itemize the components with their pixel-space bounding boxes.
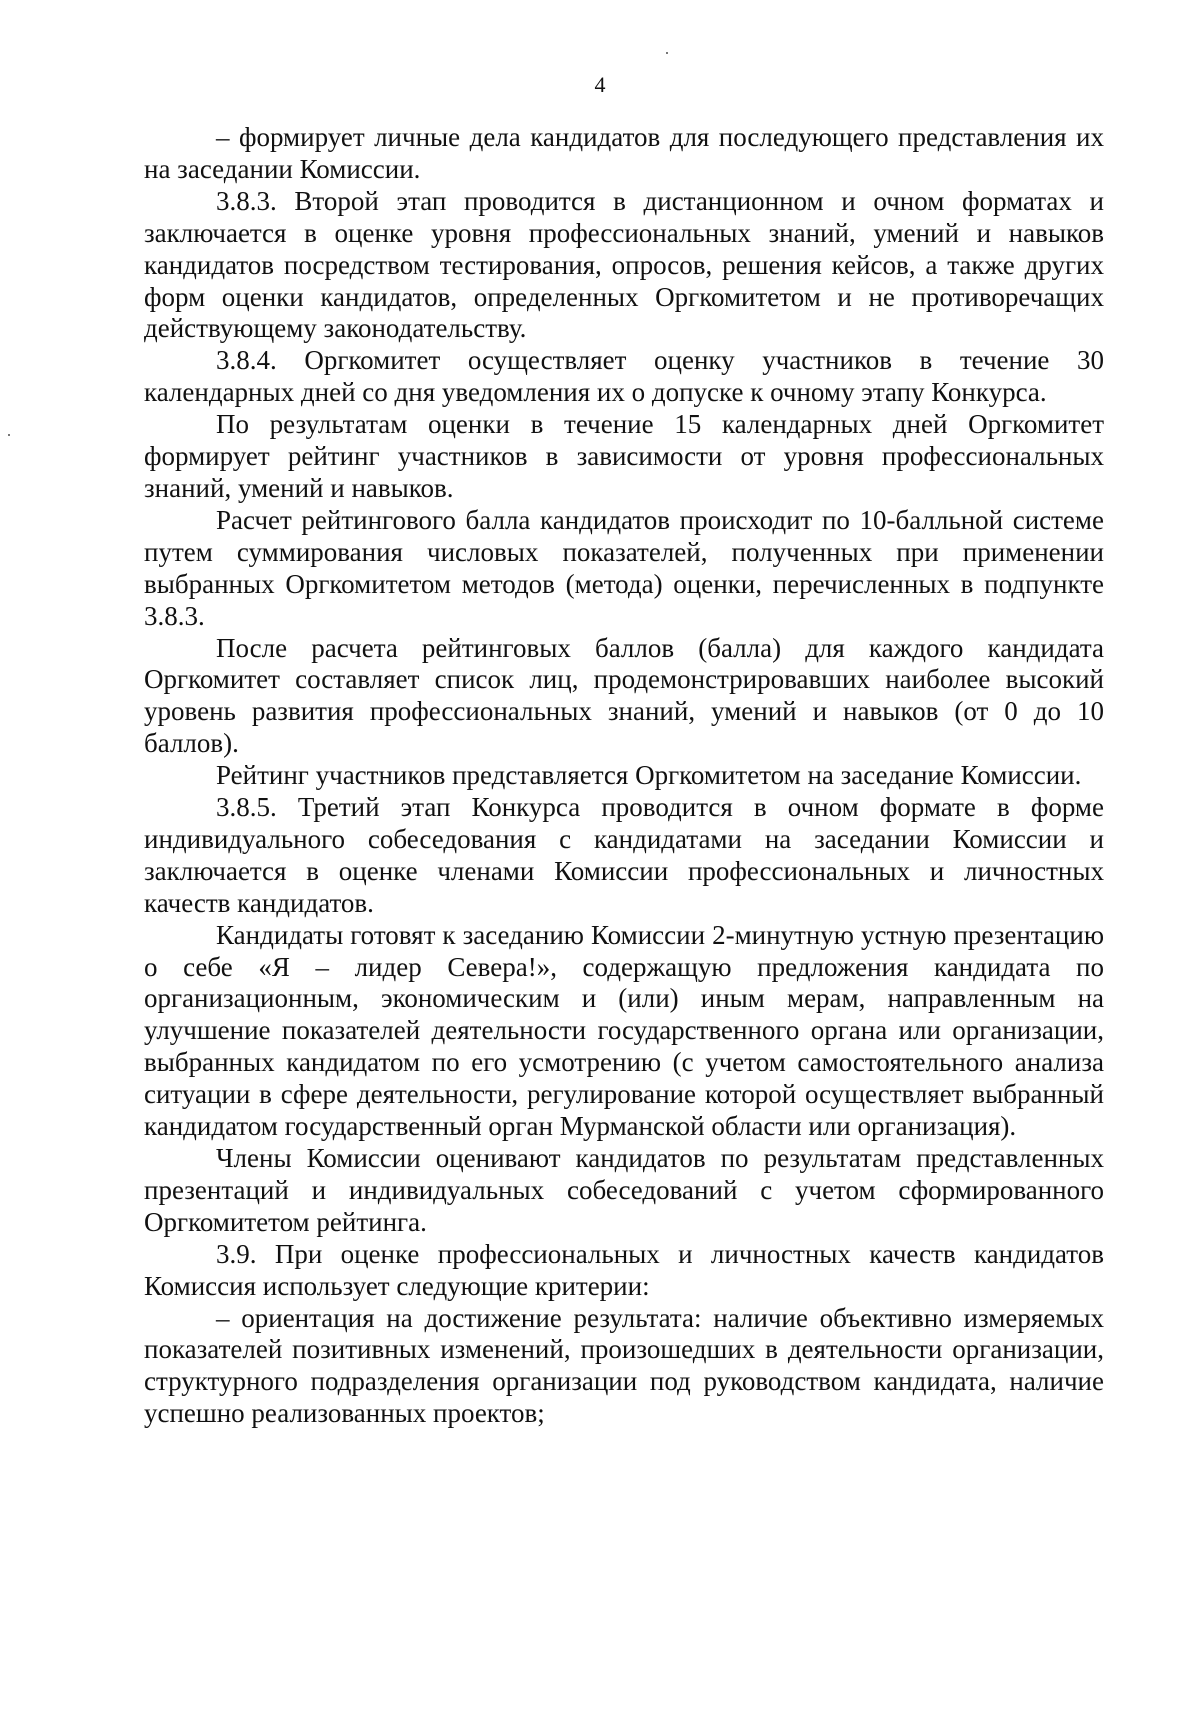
paragraph-3-8-5: 3.8.5. Третий этап Конкурса проводится в очном формате в форме индивидуального собеседования с кандидатами на заседании Комиссии и заключается в оценке членами Комиссии профессиональных и личностных качеств кандидатов. xyxy=(144,792,1104,918)
paragraph-score-calculation: Расчет рейтингового балла кандидатов происходит по 10-балльной системе путем суммирования числовых показателей, полученных при применении выбранных Оргкомитетом методов (метода) оценки, перечисленных в подпункте 3.8.3. xyxy=(144,504,1104,631)
paragraph-candidate-presentation: Кандидаты готовят к заседанию Комиссии 2-минутную устную презентацию о себе «Я – лидер Севера!», содержащую предложения кандидата по организационным, экономическим и (или) иным мерам, направленным на улучшение показателей деятельности государственного органа или организации, выбранных кандидатом по его усмотрению (с учетом самостоятельного анализа ситуации в сфере деятельности, регулирование которой осуществляет выбранный кандидатом государственный орган Мурманской области или организация). xyxy=(144,919,1104,1142)
paragraph-criterion-result-orientation: – ориентация на достижение результата: наличие объективно измеряемых показателей позитивных изменений, произошедших в деятельности организации, структурного подразделения организации под руководством кандидата, наличие успешно реализованных проектов; xyxy=(144,1302,1104,1429)
paragraph-3-9: 3.9. При оценке профессиональных и личностных качеств кандидатов Комиссия использует следующие критерии: xyxy=(144,1238,1104,1301)
scan-speck xyxy=(666,52,668,54)
paragraph-3-8-3: 3.8.3. Второй этап проводится в дистанционном и очном форматах и заключается в оценке уровня профессиональных знаний, умений и навыков кандидатов посредством тестирования, опросов, решения кейсов, а также других форм оценки кандидатов, определенных Оргкомитетом и не противоречащих действующему законодательству. xyxy=(144,185,1104,344)
paragraph-rating-formation: По результатам оценки в течение 15 календарных дней Оргкомитет формирует рейтинг участников в зависимости от уровня профессиональных знаний, умений и навыков. xyxy=(144,409,1104,503)
paragraph-commission-evaluation: Члены Комиссии оценивают кандидатов по результатам представленных презентаций и индивидуальных собеседований с учетом сформированного Оргкомитетом рейтинга. xyxy=(144,1143,1104,1237)
document-body xyxy=(144,122,1104,1430)
paragraph-3-8-4: 3.8.4. Оргкомитет осуществляет оценку участников в течение 30 календарных дней со дня уведомления их о допуске к очному этапу Конкурса. xyxy=(144,345,1104,408)
page-number: 4 xyxy=(594,72,606,97)
scan-speck xyxy=(8,434,10,436)
paragraph-personal-files: – формирует личные дела кандидатов для последующего представления их на заседании Комиссии. xyxy=(144,122,1104,184)
paragraph-candidate-list: После расчета рейтинговых баллов (балла) для каждого кандидата Оргкомитет составляет список лиц, продемонстрировавших наиболее высокий уровень развития профессиональных знаний, умений и навыков (от 0 до 10 баллов). xyxy=(144,632,1104,759)
paragraph-rating-presentation: Рейтинг участников представляется Оргкомитетом на заседание Комиссии. xyxy=(216,760,1082,791)
